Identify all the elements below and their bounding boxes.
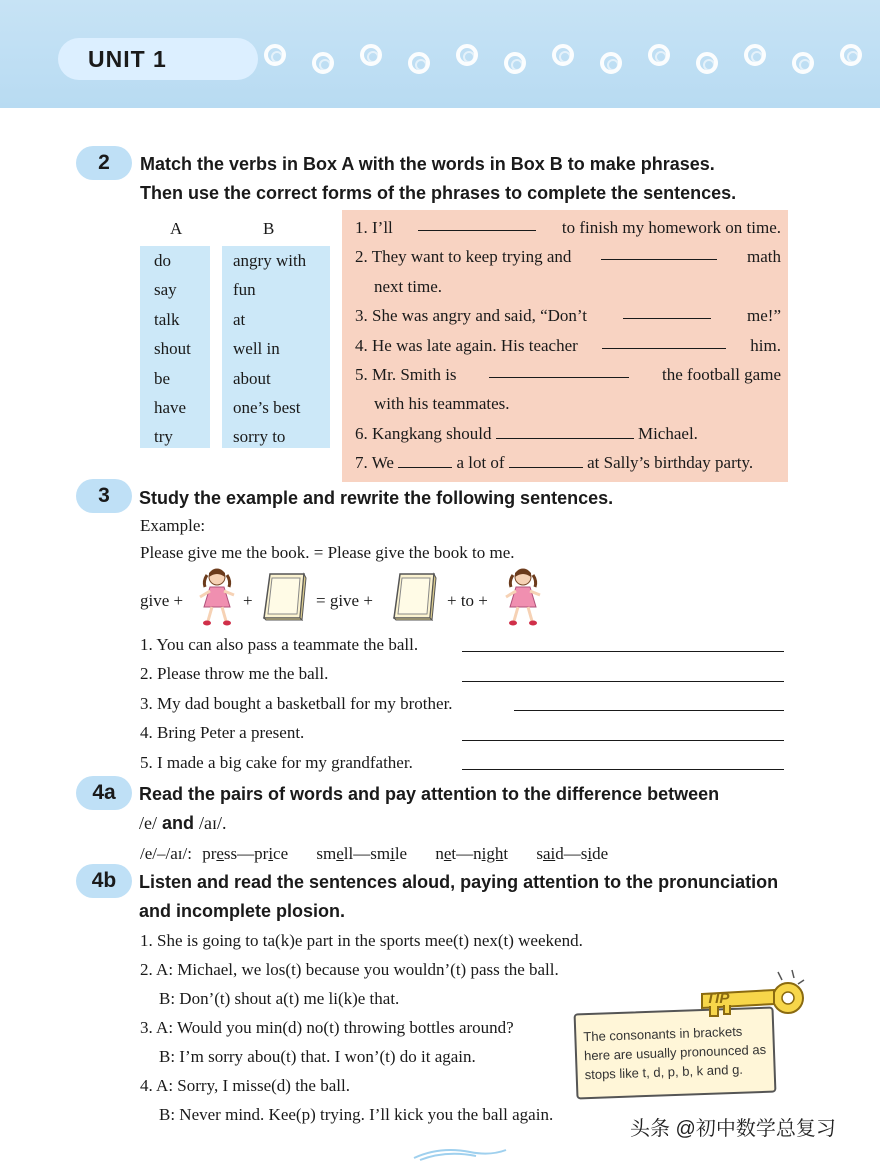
box-b-word: at: [233, 309, 246, 329]
answer-line[interactable]: [462, 740, 784, 741]
box-a-word: have: [154, 398, 187, 418]
ring-icon: [792, 52, 814, 74]
blank[interactable]: [509, 450, 583, 468]
box-a-heading: A: [170, 219, 183, 238]
tip-line: stops like t, d, p, b, k and g.: [584, 1061, 744, 1083]
sentence-row: [355, 242, 781, 271]
sentence-text: a lot of: [456, 453, 505, 473]
sentence-text: at Sally’s birthday party.: [587, 453, 754, 473]
sentence-row: [355, 272, 781, 301]
example-label: Example:: [140, 516, 206, 535]
box-b-word: one’s best: [233, 398, 301, 418]
ring-icon: [840, 44, 862, 66]
word-pair: said—side: [536, 844, 609, 863]
tip-line: The consonants in brackets: [583, 1023, 743, 1045]
box-a-word: say: [154, 280, 177, 300]
tip-text: [583, 1021, 773, 1085]
rewrite-item: 5. I made a big cake for my grandfather.: [140, 753, 413, 772]
rewrite-item: 1. You can also pass a teammate the ball.: [140, 635, 419, 654]
sentence-lines: [140, 926, 583, 1129]
ring-icon: [360, 44, 382, 66]
ring-icon: [600, 52, 622, 74]
sentence-text: next time.: [374, 276, 442, 296]
box-a-word: talk: [154, 309, 180, 329]
sentence-text: with his teammates.: [374, 394, 510, 414]
blank[interactable]: [623, 301, 711, 319]
box-a-word: shout: [154, 339, 191, 359]
instruction-line: Match the verbs in Box A with the words in Box B to make phrases.: [140, 154, 715, 174]
sentence-text: 1. I’ll: [355, 218, 393, 237]
box-b-heading: B: [263, 219, 275, 238]
sentence-row: [355, 301, 781, 330]
sentence-text: him.: [750, 335, 781, 355]
exercise-4b-badge: 4b: [76, 864, 132, 898]
sentence-line: B: I’m sorry abou(t) that. I won’(t) do it again.: [159, 1047, 476, 1066]
box-b-list: [233, 246, 306, 452]
formula-plus-to: + to +: [447, 591, 488, 610]
girl-icon: [502, 565, 544, 627]
exercise-3-badge: 3: [76, 479, 132, 513]
ring-icon: [504, 52, 526, 74]
ring-icon: [552, 44, 574, 66]
box-b-word: sorry to: [233, 427, 286, 447]
answer-line[interactable]: [462, 681, 784, 682]
unit-title: UNIT 1: [88, 46, 167, 72]
instruction-line: and incomplete plosion.: [139, 901, 346, 921]
formula-give: give +: [140, 591, 184, 610]
phoneme: /e/: [139, 813, 157, 833]
sentence-row: [355, 213, 781, 242]
box-b-word: angry with: [233, 251, 307, 270]
formula-equals-give: = give +: [316, 591, 373, 610]
sentence-row: [355, 419, 781, 448]
blank[interactable]: [496, 421, 634, 439]
blank[interactable]: [601, 242, 717, 260]
sentence-row: [355, 389, 781, 418]
exercise-4b-instruction: [139, 868, 819, 926]
phoneme: /aɪ/.: [199, 813, 227, 833]
ring-icon: [264, 44, 286, 66]
sentence-text: 5. Mr. Smith is: [355, 365, 457, 385]
word-pair: press—price: [202, 844, 289, 863]
tip-line: here are usually pronounced as: [583, 1041, 767, 1064]
watermark: 头条 @初中数学总复习: [630, 1112, 836, 1141]
sentence-line: 2. A: Michael, we los(t) because you wouldn’(t) pass the ball.: [140, 960, 559, 979]
box-a-word: try: [154, 427, 173, 447]
sentence-text: 4. He was late again. His teacher: [355, 335, 578, 355]
sentence-list: [355, 213, 781, 478]
box-b-word: about: [233, 368, 271, 388]
sentence-text: math: [746, 247, 781, 267]
page-wave-decoration: [410, 1146, 510, 1161]
rewrite-item: 3. My dad bought a basketball for my brother.: [140, 694, 453, 713]
exercise-4a-instruction: [139, 780, 819, 838]
blank[interactable]: [418, 213, 536, 231]
book-icon: [260, 570, 310, 622]
rewrite-item: 4. Bring Peter a present.: [140, 723, 305, 742]
exercise-2-instruction: [140, 150, 800, 208]
word-pairs: [140, 839, 608, 868]
sentence-text: me!”: [747, 306, 781, 326]
answer-line[interactable]: [462, 769, 784, 770]
ring-icon: [744, 44, 766, 66]
sentence-row: [355, 360, 781, 389]
ring-icon: [696, 52, 718, 74]
ring-icon: [408, 52, 430, 74]
box-a-word: be: [154, 368, 171, 388]
box-b-word: fun: [233, 280, 256, 300]
sentence-row: [355, 331, 781, 360]
instruction-line: Then use the correct forms of the phrases to complete the sentences.: [140, 183, 737, 203]
sentence-line: 4. A: Sorry, I misse(d) the ball.: [140, 1076, 350, 1095]
sentence-line: 1. She is going to ta(k)e part in the sports mee(t) nex(t) weekend.: [140, 931, 583, 950]
pairs-label: /e/–/aɪ/:: [140, 844, 192, 863]
sentence-text: 3. She was angry and said, “Don’t: [355, 306, 587, 326]
ring-icon: [648, 44, 670, 66]
instruction-text: and: [162, 813, 195, 833]
instruction-line: Listen and read the sentences aloud, paying attention to the pronunciation: [139, 872, 779, 892]
sentence-text: 6. Kangkang should: [355, 423, 492, 443]
girl-icon: [196, 565, 238, 627]
sentence-text: 2. They want to keep trying and: [355, 247, 572, 267]
sentence-row: [355, 448, 781, 477]
decorative-rings: [262, 40, 880, 80]
exercise-4a-badge: 4a: [76, 776, 132, 810]
blank[interactable]: [489, 360, 629, 378]
box-b-word: well in: [233, 339, 280, 359]
book-icon: [390, 570, 440, 622]
word-pair: smell—smile: [316, 844, 408, 863]
formula-plus: +: [243, 591, 253, 610]
answer-line[interactable]: [514, 710, 784, 711]
instruction-line: Read the pairs of words and pay attention to the difference between: [139, 784, 720, 804]
exercise-2-badge: 2: [76, 146, 132, 180]
sentence-line: 3. A: Would you min(d) no(t) throwing bottles around?: [140, 1018, 514, 1037]
tip-label: TIP: [706, 990, 730, 1007]
rewrite-item: 2. Please throw me the ball.: [140, 664, 329, 683]
sentence-line: B: Never mind. Kee(p) trying. I’ll kick you the ball again.: [159, 1105, 554, 1124]
ring-icon: [312, 52, 334, 74]
sentence-line: B: Don’(t) shout a(t) me li(k)e that.: [159, 989, 400, 1008]
instruction-line: [139, 809, 819, 838]
sentence-text: 7. We: [355, 453, 394, 473]
sentence-text: to finish my homework on time.: [561, 218, 781, 237]
sentence-text: Michael.: [637, 423, 698, 443]
exercise-3-instruction: Study the example and rewrite the following sentences.: [139, 488, 614, 508]
box-a-list: [154, 246, 191, 452]
ring-icon: [456, 44, 478, 66]
blank[interactable]: [398, 450, 452, 468]
header-divider: [0, 108, 880, 120]
answer-line[interactable]: [462, 651, 784, 652]
word-pair: net—night: [435, 844, 509, 863]
example-sentence: Please give me the book. = Please give the book to me.: [140, 543, 515, 562]
blank[interactable]: [602, 331, 726, 349]
sentence-text: the football game: [662, 365, 781, 385]
box-a-word: do: [154, 251, 171, 270]
